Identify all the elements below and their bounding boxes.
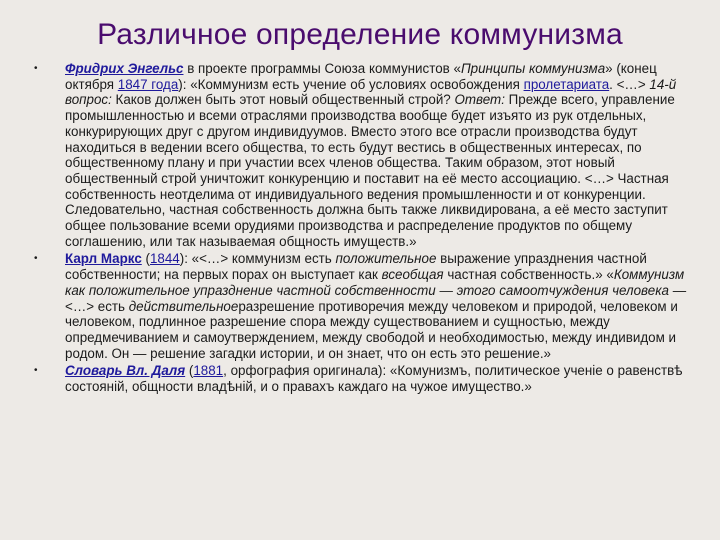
year-1881-link[interactable]: 1881 (193, 363, 224, 379)
marx-link[interactable]: Карл Маркс (65, 251, 142, 267)
engels-link[interactable]: Фридрих Энгельс (65, 61, 184, 76)
text-segment: ( (185, 363, 194, 379)
dal-dictionary-link[interactable]: Словарь Вл. Даля (65, 363, 186, 379)
text-segment: выражение упразднения частной собственности; на первых порах он выступает как (65, 251, 647, 283)
proletariat-link[interactable]: пролетариата (523, 76, 610, 92)
definitions-list (34, 61, 694, 397)
text-segment: разрешение противоречия между человеком и природой, человеком и человеком, подлинное разрешение спора между существованием и сущностью, между опредмечиванием и самоутверждением, между свободой и необходимостью, между индивидом и родом. Он — решение загадки истории, и он знает, что он есть это решение.» (65, 298, 678, 361)
text-segment: ): «<…> коммунизм есть (179, 251, 336, 267)
text-segment-italic: положительное (335, 251, 437, 267)
text-segment: ( (141, 251, 150, 267)
year-1844-link[interactable]: 1844 (149, 251, 180, 267)
list-item-dal (34, 363, 694, 394)
text-segment: , орфография оригинала): «Комунизмъ, политическое ученіе о равенствѣ состояній, общности владѣній, и о правахъ каждаго на чужое имущество.» (65, 363, 683, 395)
bullet: • (34, 63, 38, 74)
list-item-marx (34, 251, 694, 361)
text-segment: ): «Коммунизм есть учение об условиях освобождения (178, 76, 524, 92)
text-segment-italic: всеобщая (381, 267, 444, 283)
text-segment-italic: действительное (128, 298, 239, 314)
date-1847-link[interactable]: 1847 года (117, 76, 179, 92)
text-segment-italic: Ответ: (454, 92, 505, 108)
text-segment: частная собственность.» « (443, 267, 614, 283)
text-segment: . <…> (609, 76, 650, 92)
bullet: • (34, 253, 38, 265)
page-title: Различное определение коммунизма (97, 18, 623, 51)
text-segment: Прежде всего, управление промышленностью и всеми отраслями производства вообще будет изъято из рук отдельных, конкурирующих друг с другом индивидуумов. Вместо этого все отрасли производства будут находиться в ведении всего общества, то есть будут вестись в общественных интересах, по общественному плану и при участии всех членов общества. Таким образом, этот новый общественный строй уничтожит конкуренцию и поставит на её место ассоциацию. <…> Частная собственность неотделима от индивидуального ведения промышленности и от конкуренции. Следовательно, частная собственность должна быть также ликвидирована, а её место заступит общее пользование всеми орудиями производства и распределение продуктов по общему соглашению, или так называемая общность имуществ.» (65, 92, 675, 249)
text-segment: — <…> есть (65, 282, 687, 314)
list-item-engels (34, 61, 694, 249)
text-segment-italic: Принципы коммунизма (460, 61, 606, 76)
text-segment: в проекте программы Союза коммунистов « (183, 61, 461, 76)
bullet: • (34, 365, 38, 377)
text-segment: Каков должен быть этот новый общественный строй? (111, 92, 455, 108)
text-segment-italic: 14-й вопрос: (65, 76, 677, 108)
text-segment-italic: Коммунизм как положительное упразднение частной собственности — этого самоотчуждения человека (65, 267, 685, 298)
text-segment: » (конец октября (65, 61, 657, 92)
